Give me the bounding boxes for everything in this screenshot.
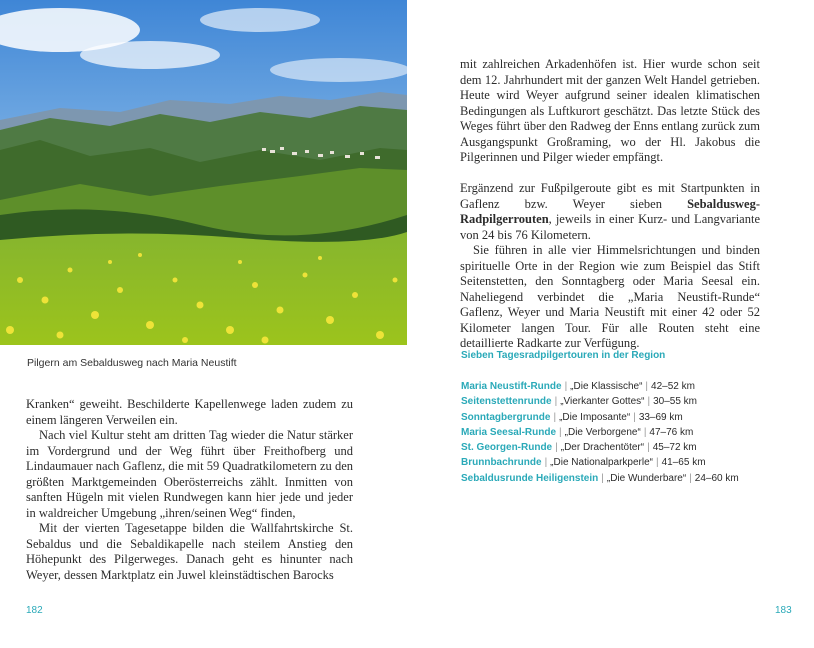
tour-name: St. Georgen-Runde [461, 442, 553, 454]
paragraph: Mit der vierten Tagesetappe bilden die Wallfahrtskirche St. Sebaldus und die Sebaldikapelle nach steilem Anstieg den Höhepunkt des Pilgerweges. Danach geht es hinunter nach Weyer, dessen Marktplatz ein Juwel kleinstädtischen Barocks [26, 521, 353, 582]
paragraph: Sie führen in alle vier Himmelsrichtungen und binden spirituelle Orte in der Region wie zum Beispiel das Stift Seitenstetten, den Sonntagberg oder Maria Seesal ein. Naheliegend verbindet die „Maria Neustift-Runde“ Gaflenz, Weyer und Maria Neustift mit einer 42 oder 52 Kilometer langen Tour. Für alle Routen steht eine detaillierte Radkarte zur Verfügung. [460, 243, 760, 350]
separator: | [555, 442, 558, 454]
left-text-column [26, 397, 353, 583]
tour-motto: „Die Verborgene“ [564, 426, 641, 438]
paragraph-text: Ergänzend zur Fußpilgeroute gibt es mit Startpunkten in Gaflenz bzw. Weyer sieben [460, 181, 760, 211]
paragraph: mit zahlreichen Arkadenhöfen ist. Hier wurde schon seit dem 12. Jahrhundert mit der ganzen Welt Handel getrieben. Heute wird Weyer aufgrund seiner idealen klimatischen Bedingungen als Luftkurort geschätzt. Das letzte Stück des Weges führt über den Radweg der Enns entlang zurück zum Ausgangspunkt Großraming, wo der Hl. Jakobus die Pilgerinnen und Pilger wieder empfängt. [460, 57, 760, 164]
tour-motto: „Die Wunderbare“ [606, 472, 687, 484]
separator: | [553, 411, 557, 423]
tour-name: Sonntagbergrunde [461, 411, 551, 423]
tour-distance: 45–72 km [652, 442, 697, 454]
tours-title: Sieben Tagesradpilgertouren in der Region [461, 350, 666, 361]
tour-distance: 24–60 km [694, 472, 739, 484]
tour-row [461, 440, 781, 455]
separator: | [645, 381, 649, 392]
tour-motto: „Der Drachentöter“ [560, 442, 645, 454]
separator: | [633, 411, 636, 423]
paragraph-text: , jeweils in einer Kurz- und Langvariante von 24 bis 76 Kilometern. [460, 212, 760, 242]
photo-caption: Pilgern am Sebaldusweg nach Maria Neustift [27, 357, 237, 369]
tour-name: Sebaldusrunde Heiligenstein [461, 472, 599, 484]
tour-distance: 33–69 km [638, 411, 683, 423]
tour-name: Seitenstettenrunde [461, 396, 552, 408]
tour-motto: „Die Klassische“ [570, 381, 643, 392]
separator: | [656, 457, 659, 469]
separator: | [647, 442, 650, 454]
tour-motto: „Die Nationalparkperle“ [550, 457, 653, 469]
tour-rows [461, 379, 781, 486]
tour-row [461, 425, 781, 440]
tours-list [461, 350, 781, 486]
separator: | [689, 472, 692, 484]
tour-motto: „Vierkanter Gottes“ [560, 396, 645, 408]
tour-row [461, 379, 781, 394]
tour-distance: 42–52 km [651, 381, 695, 392]
separator: | [643, 426, 647, 438]
tour-name: Maria Neustift-Runde [461, 381, 562, 392]
separator: | [601, 472, 604, 484]
separator: | [564, 381, 568, 392]
tour-name: Maria Seesal-Runde [461, 426, 557, 438]
landscape-photo [0, 0, 407, 345]
separator: | [647, 396, 651, 408]
separator: | [554, 396, 558, 408]
tour-row [461, 471, 781, 486]
tour-name: Brunnbachrunde [461, 457, 542, 469]
tour-distance: 30–55 km [653, 396, 698, 408]
tour-distance: 41–65 km [661, 457, 706, 469]
bold-term: Sebaldusweg-Radpilgerrouten [460, 196, 760, 226]
right-text-column [460, 57, 760, 352]
tour-row [461, 455, 781, 470]
separator: | [544, 457, 548, 469]
tour-motto: „Die Imposante“ [559, 411, 631, 423]
paragraph [460, 181, 760, 243]
tour-distance: 47–76 km [649, 426, 694, 438]
page-number-right: 183 [775, 605, 792, 616]
landscape-illustration [0, 0, 407, 345]
page-number-left: 182 [26, 605, 43, 616]
tour-row [461, 410, 781, 425]
paragraph: Nach viel Kultur steht am dritten Tag wieder die Natur stärker im Vordergrund und der Weg führt über Freithofberg und Lindaumauer nach Gaflenz, die mit 59 Quadratkilometern zu den größten Marktgemeinden Oberösterreichs zählt. Inmitten von sanften Hügeln mit vielen Rundwegen kann hier jede und jeder in waldreicher Umgebung „ihren/seinen Weg“ finden, [26, 428, 353, 520]
separator: | [559, 426, 562, 438]
tour-row [461, 394, 781, 409]
paragraph: Kranken“ geweiht. Beschilderte Kapellenwege laden zudem zu einem längeren Verweilen ein. [26, 397, 353, 427]
